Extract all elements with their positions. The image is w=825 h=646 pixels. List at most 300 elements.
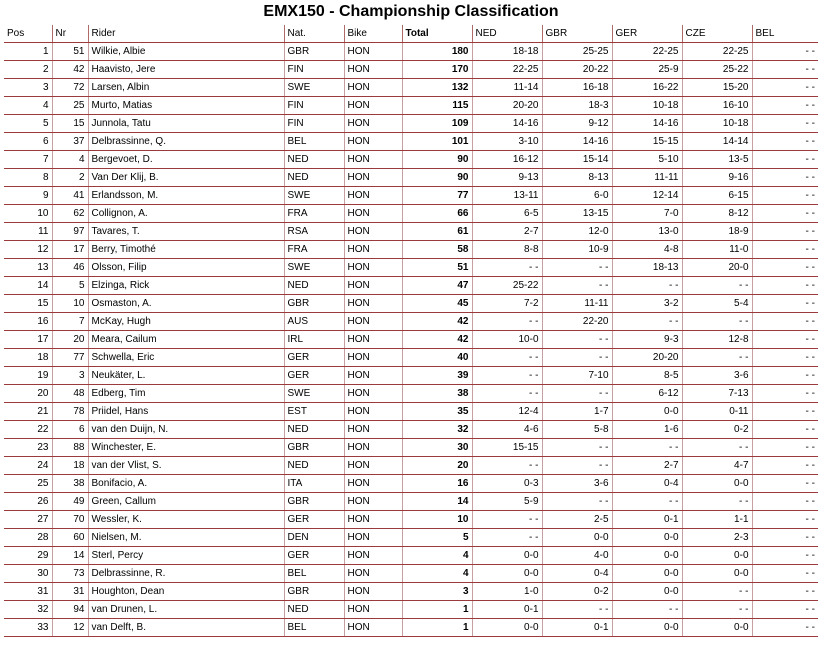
cell-cze: 2-3: [682, 529, 752, 547]
cell-ger: 0-0: [612, 619, 682, 637]
col-header-nat: Nat.: [284, 25, 344, 43]
cell-cze: 12-8: [682, 331, 752, 349]
cell-nr: 97: [52, 223, 88, 241]
cell-pos: 27: [4, 511, 52, 529]
cell-ger: 2-7: [612, 457, 682, 475]
cell-nat: SWE: [284, 259, 344, 277]
cell-ned: 5-9: [472, 493, 542, 511]
cell-gbr: 11-11: [542, 295, 612, 313]
cell-bike: HON: [344, 223, 402, 241]
cell-rider: Sterl, Percy: [88, 547, 284, 565]
cell-cze: - -: [682, 493, 752, 511]
cell-cze: 25-22: [682, 61, 752, 79]
cell-nr: 12: [52, 619, 88, 637]
cell-nat: DEN: [284, 529, 344, 547]
cell-nr: 77: [52, 349, 88, 367]
table-row: [4, 313, 818, 331]
cell-ned: 11-14: [472, 79, 542, 97]
cell-ger: 9-3: [612, 331, 682, 349]
cell-ger: 18-13: [612, 259, 682, 277]
table-row: [4, 547, 818, 565]
cell-bike: HON: [344, 475, 402, 493]
col-header-pos: Pos: [4, 25, 52, 43]
cell-bel: - -: [752, 169, 818, 187]
cell-pos: 30: [4, 565, 52, 583]
table-row: [4, 511, 818, 529]
cell-ger: 0-1: [612, 511, 682, 529]
cell-rider: Nielsen, M.: [88, 529, 284, 547]
cell-gbr: 0-4: [542, 565, 612, 583]
cell-ger: - -: [612, 601, 682, 619]
col-header-ned: NED: [472, 25, 542, 43]
cell-nr: 3: [52, 367, 88, 385]
table-row: [4, 403, 818, 421]
cell-pos: 25: [4, 475, 52, 493]
cell-nat: NED: [284, 277, 344, 295]
cell-gbr: - -: [542, 601, 612, 619]
cell-cze: - -: [682, 349, 752, 367]
cell-ned: 18-18: [472, 43, 542, 61]
cell-total: 45: [402, 295, 472, 313]
cell-total: 32: [402, 421, 472, 439]
cell-bel: - -: [752, 61, 818, 79]
cell-cze: 7-13: [682, 385, 752, 403]
cell-nat: AUS: [284, 313, 344, 331]
cell-ned: 0-0: [472, 547, 542, 565]
cell-ned: - -: [472, 457, 542, 475]
cell-cze: 15-20: [682, 79, 752, 97]
cell-nat: SWE: [284, 79, 344, 97]
cell-cze: 0-0: [682, 547, 752, 565]
cell-ned: 14-16: [472, 115, 542, 133]
cell-nr: 42: [52, 61, 88, 79]
cell-nr: 70: [52, 511, 88, 529]
cell-nr: 31: [52, 583, 88, 601]
table-row: [4, 277, 818, 295]
cell-cze: - -: [682, 277, 752, 295]
cell-bike: HON: [344, 619, 402, 637]
cell-cze: 5-4: [682, 295, 752, 313]
cell-gbr: 15-14: [542, 151, 612, 169]
cell-gbr: 5-8: [542, 421, 612, 439]
cell-ger: 16-22: [612, 79, 682, 97]
cell-ned: 0-1: [472, 601, 542, 619]
cell-bel: - -: [752, 97, 818, 115]
cell-rider: Winchester, E.: [88, 439, 284, 457]
cell-pos: 17: [4, 331, 52, 349]
col-header-ger: GER: [612, 25, 682, 43]
cell-ger: 14-16: [612, 115, 682, 133]
cell-rider: Larsen, Albin: [88, 79, 284, 97]
cell-total: 39: [402, 367, 472, 385]
cell-pos: 32: [4, 601, 52, 619]
cell-ned: 0-0: [472, 565, 542, 583]
cell-ned: 10-0: [472, 331, 542, 349]
cell-cze: 0-0: [682, 475, 752, 493]
table-row: [4, 259, 818, 277]
table-row: [4, 241, 818, 259]
cell-rider: Neukäter, L.: [88, 367, 284, 385]
cell-nr: 14: [52, 547, 88, 565]
table-row: [4, 349, 818, 367]
cell-nr: 62: [52, 205, 88, 223]
cell-bike: HON: [344, 547, 402, 565]
cell-nat: FIN: [284, 97, 344, 115]
cell-ger: 11-11: [612, 169, 682, 187]
cell-rider: Wessler, K.: [88, 511, 284, 529]
cell-pos: 14: [4, 277, 52, 295]
cell-bel: - -: [752, 331, 818, 349]
col-header-rider: Rider: [88, 25, 284, 43]
cell-ger: 7-0: [612, 205, 682, 223]
cell-nat: GER: [284, 511, 344, 529]
cell-bel: - -: [752, 565, 818, 583]
cell-bike: HON: [344, 115, 402, 133]
cell-pos: 11: [4, 223, 52, 241]
cell-total: 66: [402, 205, 472, 223]
cell-gbr: - -: [542, 331, 612, 349]
cell-ger: 6-12: [612, 385, 682, 403]
cell-total: 3: [402, 583, 472, 601]
cell-bike: HON: [344, 187, 402, 205]
cell-ned: 2-7: [472, 223, 542, 241]
cell-gbr: 10-9: [542, 241, 612, 259]
cell-gbr: 22-20: [542, 313, 612, 331]
cell-pos: 6: [4, 133, 52, 151]
cell-ger: 15-15: [612, 133, 682, 151]
cell-pos: 12: [4, 241, 52, 259]
cell-nr: 41: [52, 187, 88, 205]
cell-bel: - -: [752, 43, 818, 61]
cell-bike: HON: [344, 169, 402, 187]
cell-pos: 23: [4, 439, 52, 457]
cell-gbr: - -: [542, 439, 612, 457]
cell-ned: - -: [472, 511, 542, 529]
cell-ned: - -: [472, 529, 542, 547]
cell-rider: McKay, Hugh: [88, 313, 284, 331]
cell-nr: 10: [52, 295, 88, 313]
cell-cze: 0-0: [682, 619, 752, 637]
cell-gbr: - -: [542, 349, 612, 367]
cell-gbr: - -: [542, 259, 612, 277]
cell-pos: 3: [4, 79, 52, 97]
cell-nat: FRA: [284, 205, 344, 223]
cell-total: 35: [402, 403, 472, 421]
cell-total: 1: [402, 601, 472, 619]
cell-bike: HON: [344, 205, 402, 223]
cell-nr: 20: [52, 331, 88, 349]
cell-nr: 7: [52, 313, 88, 331]
cell-pos: 22: [4, 421, 52, 439]
cell-nat: SWE: [284, 187, 344, 205]
cell-rider: van der Vlist, S.: [88, 457, 284, 475]
cell-ned: 22-25: [472, 61, 542, 79]
cell-rider: Berry, Timothé: [88, 241, 284, 259]
cell-ger: 5-10: [612, 151, 682, 169]
cell-bel: - -: [752, 583, 818, 601]
cell-nr: 48: [52, 385, 88, 403]
cell-gbr: 20-22: [542, 61, 612, 79]
cell-bike: HON: [344, 529, 402, 547]
cell-bike: HON: [344, 331, 402, 349]
cell-bel: - -: [752, 223, 818, 241]
cell-gbr: 0-1: [542, 619, 612, 637]
cell-pos: 2: [4, 61, 52, 79]
cell-bel: - -: [752, 187, 818, 205]
cell-gbr: 1-7: [542, 403, 612, 421]
cell-nat: GBR: [284, 583, 344, 601]
cell-bike: HON: [344, 259, 402, 277]
cell-cze: 13-5: [682, 151, 752, 169]
cell-bike: HON: [344, 511, 402, 529]
table-row: [4, 385, 818, 403]
cell-ger: 0-4: [612, 475, 682, 493]
cell-ger: 10-18: [612, 97, 682, 115]
cell-nr: 94: [52, 601, 88, 619]
cell-ned: 0-0: [472, 619, 542, 637]
cell-nat: GER: [284, 349, 344, 367]
cell-ned: 0-3: [472, 475, 542, 493]
cell-total: 30: [402, 439, 472, 457]
cell-ger: 0-0: [612, 583, 682, 601]
cell-rider: Priidel, Hans: [88, 403, 284, 421]
cell-rider: Wilkie, Albie: [88, 43, 284, 61]
cell-cze: 18-9: [682, 223, 752, 241]
cell-ger: 0-0: [612, 547, 682, 565]
cell-pos: 33: [4, 619, 52, 637]
cell-bel: - -: [752, 79, 818, 97]
cell-ned: 13-11: [472, 187, 542, 205]
cell-ned: - -: [472, 367, 542, 385]
cell-ger: 0-0: [612, 403, 682, 421]
cell-ned: 3-10: [472, 133, 542, 151]
cell-ger: - -: [612, 493, 682, 511]
cell-ger: 13-0: [612, 223, 682, 241]
cell-bel: - -: [752, 529, 818, 547]
table-row: [4, 367, 818, 385]
cell-bel: - -: [752, 493, 818, 511]
cell-gbr: 4-0: [542, 547, 612, 565]
table-row: [4, 565, 818, 583]
cell-total: 101: [402, 133, 472, 151]
cell-pos: 26: [4, 493, 52, 511]
cell-nr: 37: [52, 133, 88, 151]
cell-ned: - -: [472, 349, 542, 367]
cell-bike: HON: [344, 439, 402, 457]
cell-total: 61: [402, 223, 472, 241]
cell-nr: 17: [52, 241, 88, 259]
table-row: [4, 169, 818, 187]
cell-nat: FRA: [284, 241, 344, 259]
cell-nat: NED: [284, 151, 344, 169]
cell-total: 90: [402, 151, 472, 169]
cell-gbr: 25-25: [542, 43, 612, 61]
cell-ned: 15-15: [472, 439, 542, 457]
cell-total: 109: [402, 115, 472, 133]
cell-bel: - -: [752, 457, 818, 475]
cell-total: 10: [402, 511, 472, 529]
col-header-bel: BEL: [752, 25, 818, 43]
cell-total: 1: [402, 619, 472, 637]
cell-gbr: 0-2: [542, 583, 612, 601]
cell-ger: 25-9: [612, 61, 682, 79]
cell-ned: 9-13: [472, 169, 542, 187]
cell-pos: 20: [4, 385, 52, 403]
cell-bike: HON: [344, 565, 402, 583]
cell-gbr: 2-5: [542, 511, 612, 529]
cell-pos: 21: [4, 403, 52, 421]
cell-ned: 7-2: [472, 295, 542, 313]
table-row: [4, 187, 818, 205]
col-header-gbr: GBR: [542, 25, 612, 43]
cell-ger: 0-0: [612, 565, 682, 583]
cell-bel: - -: [752, 313, 818, 331]
col-header-total: Total: [402, 25, 472, 43]
cell-nat: NED: [284, 457, 344, 475]
cell-nat: NED: [284, 421, 344, 439]
cell-ger: 8-5: [612, 367, 682, 385]
cell-gbr: 3-6: [542, 475, 612, 493]
cell-rider: Murto, Matias: [88, 97, 284, 115]
cell-bike: HON: [344, 421, 402, 439]
cell-total: 4: [402, 565, 472, 583]
cell-nr: 2: [52, 169, 88, 187]
cell-total: 180: [402, 43, 472, 61]
cell-nat: FIN: [284, 61, 344, 79]
cell-nr: 5: [52, 277, 88, 295]
cell-total: 42: [402, 313, 472, 331]
cell-ned: - -: [472, 259, 542, 277]
cell-gbr: - -: [542, 457, 612, 475]
cell-total: 38: [402, 385, 472, 403]
cell-bike: HON: [344, 601, 402, 619]
cell-nat: RSA: [284, 223, 344, 241]
cell-bel: - -: [752, 511, 818, 529]
cell-pos: 18: [4, 349, 52, 367]
cell-nat: GBR: [284, 439, 344, 457]
cell-bel: - -: [752, 403, 818, 421]
col-header-bike: Bike: [344, 25, 402, 43]
cell-bike: HON: [344, 349, 402, 367]
table-row: [4, 97, 818, 115]
cell-bel: - -: [752, 439, 818, 457]
cell-cze: 22-25: [682, 43, 752, 61]
cell-cze: 20-0: [682, 259, 752, 277]
cell-bike: HON: [344, 385, 402, 403]
table-row: [4, 151, 818, 169]
cell-ger: 4-8: [612, 241, 682, 259]
cell-pos: 15: [4, 295, 52, 313]
table-row: [4, 295, 818, 313]
cell-gbr: 9-12: [542, 115, 612, 133]
col-header-cze: CZE: [682, 25, 752, 43]
cell-rider: Junnola, Tatu: [88, 115, 284, 133]
table-row: [4, 475, 818, 493]
cell-pos: 5: [4, 115, 52, 133]
cell-total: 5: [402, 529, 472, 547]
cell-nr: 25: [52, 97, 88, 115]
cell-rider: Haavisto, Jere: [88, 61, 284, 79]
cell-nat: IRL: [284, 331, 344, 349]
cell-pos: 7: [4, 151, 52, 169]
cell-nr: 72: [52, 79, 88, 97]
cell-nr: 73: [52, 565, 88, 583]
table-row: [4, 61, 818, 79]
cell-total: 40: [402, 349, 472, 367]
cell-rider: van Delft, B.: [88, 619, 284, 637]
cell-cze: 0-2: [682, 421, 752, 439]
cell-bike: HON: [344, 241, 402, 259]
cell-bike: HON: [344, 403, 402, 421]
cell-gbr: 14-16: [542, 133, 612, 151]
cell-cze: 4-7: [682, 457, 752, 475]
classification-table: [4, 25, 818, 637]
cell-nr: 51: [52, 43, 88, 61]
cell-cze: 16-10: [682, 97, 752, 115]
cell-bike: HON: [344, 97, 402, 115]
cell-total: 132: [402, 79, 472, 97]
cell-ger: 0-0: [612, 529, 682, 547]
cell-cze: - -: [682, 583, 752, 601]
cell-gbr: 16-18: [542, 79, 612, 97]
table-row: [4, 439, 818, 457]
cell-pos: 31: [4, 583, 52, 601]
cell-rider: Green, Callum: [88, 493, 284, 511]
cell-pos: 1: [4, 43, 52, 61]
cell-total: 77: [402, 187, 472, 205]
cell-gbr: 12-0: [542, 223, 612, 241]
cell-bike: HON: [344, 79, 402, 97]
cell-nr: 38: [52, 475, 88, 493]
cell-nat: BEL: [284, 619, 344, 637]
cell-nat: GBR: [284, 295, 344, 313]
table-row: [4, 529, 818, 547]
table-row: [4, 43, 818, 61]
cell-nr: 60: [52, 529, 88, 547]
cell-ned: 16-12: [472, 151, 542, 169]
cell-ger: - -: [612, 439, 682, 457]
table-row: [4, 421, 818, 439]
cell-bel: - -: [752, 295, 818, 313]
cell-rider: Bonifacio, A.: [88, 475, 284, 493]
cell-ned: 12-4: [472, 403, 542, 421]
cell-cze: 1-1: [682, 511, 752, 529]
cell-nat: BEL: [284, 565, 344, 583]
table-row: [4, 331, 818, 349]
cell-bel: - -: [752, 475, 818, 493]
cell-ger: 22-25: [612, 43, 682, 61]
cell-bel: - -: [752, 259, 818, 277]
cell-total: 170: [402, 61, 472, 79]
cell-cze: 0-0: [682, 565, 752, 583]
cell-nat: FIN: [284, 115, 344, 133]
cell-bel: - -: [752, 115, 818, 133]
header-row: [4, 25, 818, 43]
cell-ger: 12-14: [612, 187, 682, 205]
cell-bel: - -: [752, 547, 818, 565]
cell-total: 115: [402, 97, 472, 115]
cell-bike: HON: [344, 151, 402, 169]
cell-cze: 14-14: [682, 133, 752, 151]
cell-rider: Osmaston, A.: [88, 295, 284, 313]
cell-bike: HON: [344, 43, 402, 61]
cell-gbr: 6-0: [542, 187, 612, 205]
table-row: [4, 115, 818, 133]
cell-ned: - -: [472, 385, 542, 403]
cell-cze: 8-12: [682, 205, 752, 223]
cell-total: 16: [402, 475, 472, 493]
page-title: EMX150 - Championship Classification: [263, 3, 559, 20]
